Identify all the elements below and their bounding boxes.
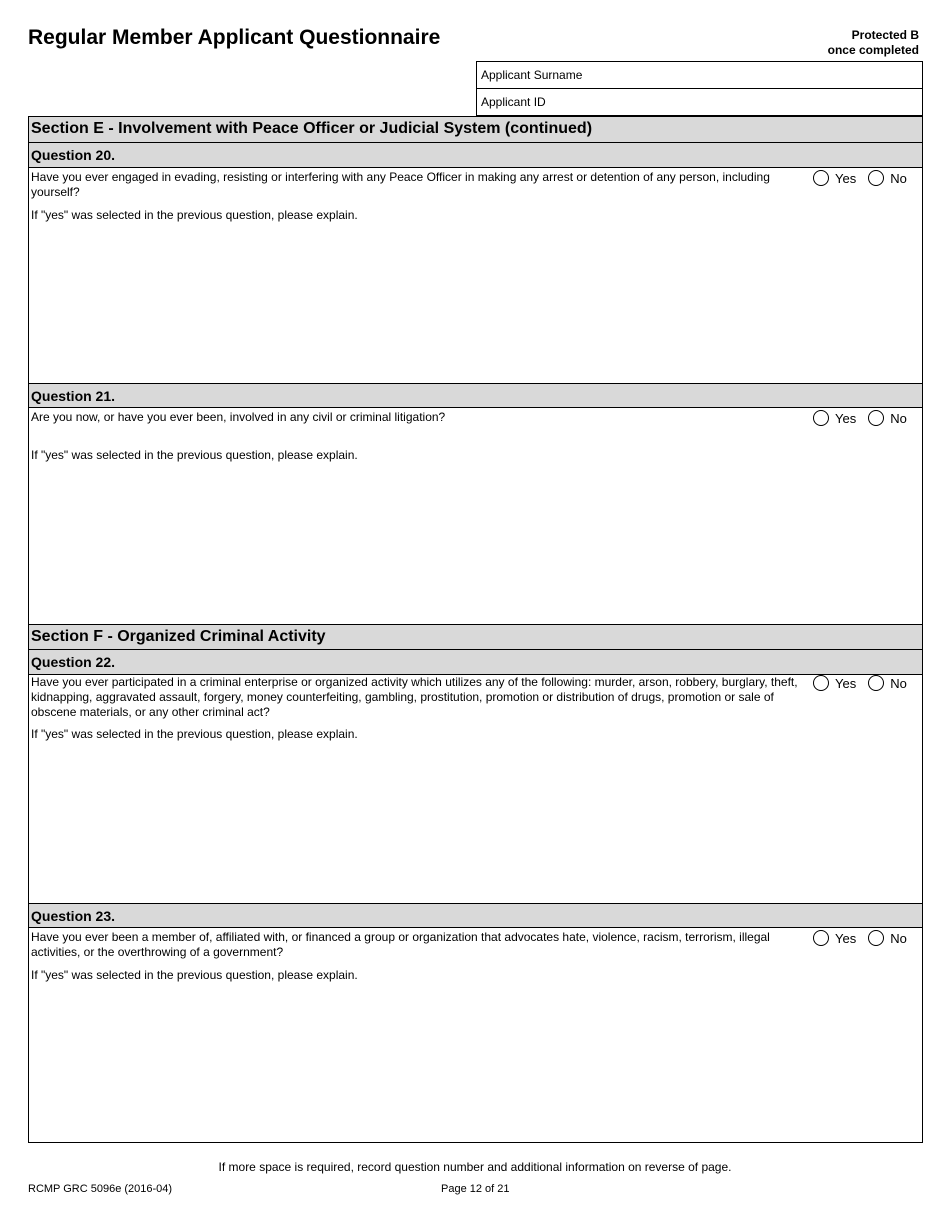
question-22-yes-radio[interactable] [813,675,856,691]
question-23-explain-label: If "yes" was selected in the previous question, please explain. [31,968,358,982]
radio-circle-icon[interactable] [868,170,884,186]
applicant-id-label: Applicant ID [481,95,546,109]
question-22-header: Question 22. [29,650,922,675]
radio-circle-icon[interactable] [813,410,829,426]
no-label: No [890,170,907,186]
question-22-answer [813,675,907,691]
radio-circle-icon[interactable] [813,170,829,186]
form-title: Regular Member Applicant Questionnaire [28,26,441,49]
question-22-no-radio[interactable] [868,675,907,691]
section-f-header: Section F - Organized Criminal Activity [29,624,922,650]
yes-label: Yes [835,410,857,426]
protected-line-1: Protected B [851,28,919,42]
question-22-explanation-area[interactable] [29,744,922,902]
questionnaire-body [28,116,923,1143]
question-20-no-radio[interactable] [868,170,907,186]
footer-note: If more space is required, record question number and additional information on reverse of page. [218,1160,732,1174]
page-number: Page 12 of 21 [441,1183,510,1195]
question-21-yes-radio[interactable] [813,410,856,426]
radio-circle-icon[interactable] [813,675,829,691]
question-20-answer [813,170,907,186]
yes-label: Yes [835,675,857,691]
applicant-surname-label: Applicant Surname [481,68,583,82]
protected-line-2: once completed [827,43,919,57]
question-20-yes-radio[interactable] [813,170,856,186]
yes-label: Yes [835,170,857,186]
no-label: No [890,675,907,691]
radio-circle-icon[interactable] [868,410,884,426]
no-label: No [890,410,907,426]
question-23-text: Have you ever been a member of, affiliated with, or financed a group or organization that advocates hate, violence, racism, terrorism, illegal activities, or the overthrowing of a government? [31,930,770,959]
question-20-header: Question 20. [29,143,922,168]
question-22-explain-label: If "yes" was selected in the previous question, please explain. [31,727,358,741]
applicant-id-field[interactable] [476,88,923,116]
question-23-answer [813,930,907,946]
question-21-answer [813,410,907,426]
question-23-yes-radio[interactable] [813,930,856,946]
question-20-explain-label: If "yes" was selected in the previous question, please explain. [31,208,358,222]
question-21-text: Are you now, or have you ever been, involved in any civil or criminal litigation? [31,410,446,424]
question-20-text: Have you ever engaged in evading, resisting or interfering with any Peace Officer in making any arrest or detention of any person, including yourself? [31,170,770,199]
question-20-explanation-area[interactable] [29,225,922,382]
protected-classification [828,28,919,58]
radio-circle-icon[interactable] [813,930,829,946]
section-e-header: Section E - Involvement with Peace Officer or Judicial System (continued) [29,117,922,143]
question-21-no-radio[interactable] [868,410,907,426]
question-21-explanation-area[interactable] [29,465,922,623]
radio-circle-icon[interactable] [868,930,884,946]
question-21-header: Question 21. [29,383,922,408]
question-23-no-radio[interactable] [868,930,907,946]
form-code: RCMP GRC 5096e (2016-04) [28,1183,173,1195]
question-23-explanation-area[interactable] [29,985,922,1142]
no-label: No [890,930,907,946]
question-23-header: Question 23. [29,903,922,928]
question-22-text: Have you ever participated in a criminal enterprise or organized activity which utilizes any of the following: murder, arson, robbery, burglary, theft, kidnapping, aggravated assault, forgery, money counterfeiting, gambling, prostitution, promotion or distribution of drugs, promotion or sale of obscene materials, or any other criminal act? [31,675,798,719]
radio-circle-icon[interactable] [868,675,884,691]
yes-label: Yes [835,930,857,946]
applicant-surname-field[interactable] [476,61,923,89]
question-21-explain-label: If "yes" was selected in the previous question, please explain. [31,448,358,462]
